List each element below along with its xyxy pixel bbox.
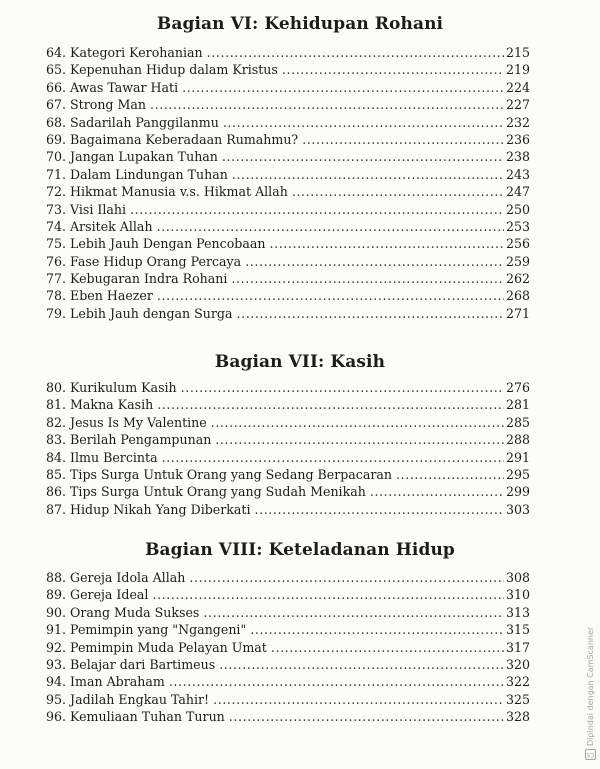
entry-number: 90. <box>46 604 67 620</box>
toc-entry <box>46 657 530 674</box>
entry-page: 310 <box>505 587 530 603</box>
dot-leader <box>222 149 504 164</box>
entry-title: Lebih Jauh Dengan Pencobaan <box>70 236 266 252</box>
entry-title: Tips Surga Untuk Orang yang Sedang Berpacaran <box>70 466 393 482</box>
entry-title: Kepenuhan Hidup dalam Kristus <box>70 62 278 78</box>
toc-entry <box>46 709 530 726</box>
entry-title: Berilah Pengampunan <box>70 432 212 448</box>
toc-list-viii <box>46 570 530 727</box>
toc-entry <box>46 605 530 622</box>
toc-entry <box>46 502 530 519</box>
entry-page: 236 <box>505 131 530 147</box>
entry-number: 92. <box>46 639 67 655</box>
dot-leader <box>271 640 504 655</box>
entry-title: Dalam Lindungan Tuhan <box>70 166 228 182</box>
entry-page: 288 <box>505 432 530 448</box>
dot-leader <box>245 254 504 269</box>
entry-number: 70. <box>46 149 67 165</box>
entry-page: 308 <box>505 570 530 585</box>
entry-page: 325 <box>505 691 530 707</box>
entry-page: 243 <box>505 166 530 182</box>
entry-title: Kategori Kerohanian <box>70 45 203 60</box>
toc-entry <box>46 288 530 305</box>
toc-entry <box>46 692 530 709</box>
dot-leader <box>236 306 503 321</box>
dot-leader <box>231 271 504 286</box>
toc-entry <box>46 219 530 236</box>
dot-leader <box>207 45 504 60</box>
entry-title: Awas Tawar Hati <box>70 79 179 95</box>
toc-list-vii <box>46 380 530 519</box>
entry-page: 219 <box>505 62 530 78</box>
entry-page: 281 <box>505 397 530 413</box>
entry-number: 75. <box>46 236 67 252</box>
dot-leader <box>162 450 504 465</box>
entry-page: 320 <box>505 656 530 672</box>
scanner-watermark <box>585 620 596 760</box>
toc-entry <box>46 202 530 219</box>
dot-leader <box>211 415 504 430</box>
toc-entry <box>46 587 530 604</box>
toc-entry <box>46 184 530 201</box>
entry-number: 79. <box>46 305 67 321</box>
toc-entry <box>46 570 530 587</box>
toc-entry <box>46 484 530 501</box>
entry-title: Pemimpin Muda Pelayan Umat <box>70 639 267 655</box>
entry-number: 80. <box>46 380 67 395</box>
entry-number: 93. <box>46 656 67 672</box>
toc-entry <box>46 167 530 184</box>
toc-entry <box>46 640 530 657</box>
entry-number: 88. <box>46 570 67 585</box>
dot-leader <box>269 236 503 251</box>
entry-number: 78. <box>46 288 67 304</box>
entry-number: 86. <box>46 484 67 500</box>
dot-leader <box>130 202 504 217</box>
entry-page: 313 <box>505 604 530 620</box>
entry-title: Kebugaran Indra Rohani <box>70 271 228 287</box>
entry-page: 295 <box>505 466 530 482</box>
entry-title: Gereja Idola Allah <box>70 570 186 585</box>
entry-number: 94. <box>46 674 67 690</box>
entry-number: 83. <box>46 432 67 448</box>
entry-title: Jesus Is My Valentine <box>70 414 207 430</box>
entry-page: 238 <box>505 149 530 165</box>
entry-page: 259 <box>505 253 530 269</box>
toc-entry <box>46 62 530 79</box>
entry-number: 84. <box>46 449 67 465</box>
entry-number: 91. <box>46 622 67 638</box>
entry-page: 271 <box>505 305 530 321</box>
toc-entry <box>46 397 530 414</box>
entry-title: Ilmu Bercinta <box>70 449 158 465</box>
entry-number: 69. <box>46 131 67 147</box>
entry-page: 291 <box>505 449 530 465</box>
dot-leader <box>370 484 504 499</box>
entry-number: 66. <box>46 79 67 95</box>
toc-entry <box>46 45 530 62</box>
entry-number: 76. <box>46 253 67 269</box>
dot-leader <box>219 657 504 672</box>
dot-leader <box>250 622 504 637</box>
toc-entry <box>46 622 530 639</box>
entry-title: Visi Ilahi <box>70 201 127 217</box>
entry-page: 317 <box>505 639 530 655</box>
entry-page: 328 <box>505 709 530 725</box>
section-title-vi: Bagian VI: Kehidupan Rohani <box>156 14 444 34</box>
watermark-text: Dipindai dengan CamScanner <box>586 626 595 746</box>
toc-entry <box>46 380 530 397</box>
entry-page: 299 <box>505 484 530 500</box>
dot-leader <box>181 380 504 395</box>
dot-leader <box>182 80 504 95</box>
entry-number: 95. <box>46 691 67 707</box>
dot-leader <box>215 432 504 447</box>
entry-number: 77. <box>46 271 67 287</box>
entry-page: 276 <box>505 380 530 395</box>
entry-title: Kemuliaan Tuhan Turun <box>70 709 225 725</box>
toc-entry <box>46 149 530 166</box>
entry-page: 227 <box>505 97 530 113</box>
entry-title: Jadilah Engkau Tahir! <box>70 691 210 707</box>
entry-number: 81. <box>46 397 67 413</box>
entry-number: 71. <box>46 166 67 182</box>
entry-title: Kurikulum Kasih <box>70 380 177 395</box>
entry-title: Orang Muda Sukses <box>70 604 200 620</box>
entry-number: 65. <box>46 62 67 78</box>
entry-title: Lebih Jauh dengan Surga <box>70 305 233 321</box>
entry-page: 250 <box>505 201 530 217</box>
entry-title: Tips Surga Untuk Orang yang Sudah Menikah <box>70 484 366 500</box>
dot-leader <box>232 167 504 182</box>
entry-number: 67. <box>46 97 67 113</box>
toc-entry <box>46 674 530 691</box>
entry-page: 315 <box>505 622 530 638</box>
entry-title: Sadarilah Panggilanmu <box>70 114 219 130</box>
toc-entry <box>46 467 530 484</box>
dot-leader <box>292 184 504 199</box>
entry-title: Iman Abraham <box>70 674 165 690</box>
dot-leader <box>282 62 504 77</box>
entry-page: 256 <box>505 236 530 252</box>
entry-number: 74. <box>46 218 67 234</box>
entry-title: Fase Hidup Orang Percaya <box>70 253 242 269</box>
entry-title: Hikmat Manusia v.s. Hikmat Allah <box>70 184 288 200</box>
dot-leader <box>157 397 504 412</box>
entry-title: Gereja Ideal <box>70 587 149 603</box>
entry-title: Eben Haezer <box>70 288 153 304</box>
entry-page: 215 <box>505 45 530 60</box>
entry-number: 85. <box>46 466 67 482</box>
toc-entry <box>46 450 530 467</box>
entry-number: 73. <box>46 201 67 217</box>
toc-entry <box>46 115 530 132</box>
entry-page: 268 <box>505 288 530 304</box>
dot-leader <box>396 467 504 482</box>
toc-entry <box>46 236 530 253</box>
entry-page: 247 <box>505 184 530 200</box>
camscanner-logo-icon: CS <box>586 751 595 758</box>
dot-leader <box>157 288 504 303</box>
section-title-viii: Bagian VIII: Keteladanan Hidup <box>145 540 455 560</box>
toc-entry <box>46 97 530 114</box>
entry-title: Arsitek Allah <box>70 218 153 234</box>
section-title-vii: Bagian VII: Kasih <box>214 352 386 372</box>
dot-leader <box>150 97 504 112</box>
entry-number: 64. <box>46 45 67 60</box>
dot-leader <box>152 587 503 602</box>
entry-title: Pemimpin yang "Ngangeni" <box>70 622 247 638</box>
dot-leader <box>189 570 504 585</box>
entry-page: 262 <box>505 271 530 287</box>
toc-entry <box>46 271 530 288</box>
dot-leader <box>229 709 504 724</box>
dot-leader <box>223 115 504 130</box>
entry-title: Bagaimana Keberadaan Rumahmu? <box>70 131 299 147</box>
toc-entry <box>46 415 530 432</box>
entry-title: Jangan Lupakan Tuhan <box>70 149 218 165</box>
dot-leader <box>302 132 504 147</box>
entry-page: 232 <box>505 114 530 130</box>
entry-number: 68. <box>46 114 67 130</box>
entry-number: 82. <box>46 414 67 430</box>
entry-number: 72. <box>46 184 67 200</box>
dot-leader <box>255 502 504 517</box>
toc-entry <box>46 306 530 323</box>
entry-page: 303 <box>505 501 530 517</box>
toc-entry <box>46 254 530 271</box>
entry-title: Makna Kasih <box>70 397 154 413</box>
entry-page: 322 <box>505 674 530 690</box>
entry-title: Belajar dari Bartimeus <box>70 656 216 672</box>
dot-leader <box>157 219 504 234</box>
entry-number: 87. <box>46 501 67 517</box>
entry-number: 89. <box>46 587 67 603</box>
dot-leader <box>169 674 504 689</box>
entry-page: 285 <box>505 414 530 430</box>
toc-entry <box>46 132 530 149</box>
toc-entry <box>46 432 530 449</box>
entry-page: 253 <box>505 218 530 234</box>
toc-entry <box>46 80 530 97</box>
entry-number: 96. <box>46 709 67 725</box>
entry-title: Strong Man <box>70 97 147 113</box>
toc-list-vi <box>46 45 530 323</box>
dot-leader <box>203 605 504 620</box>
entry-page: 224 <box>505 79 530 95</box>
entry-title: Hidup Nikah Yang Diberkati <box>70 501 251 517</box>
dot-leader <box>213 692 504 707</box>
